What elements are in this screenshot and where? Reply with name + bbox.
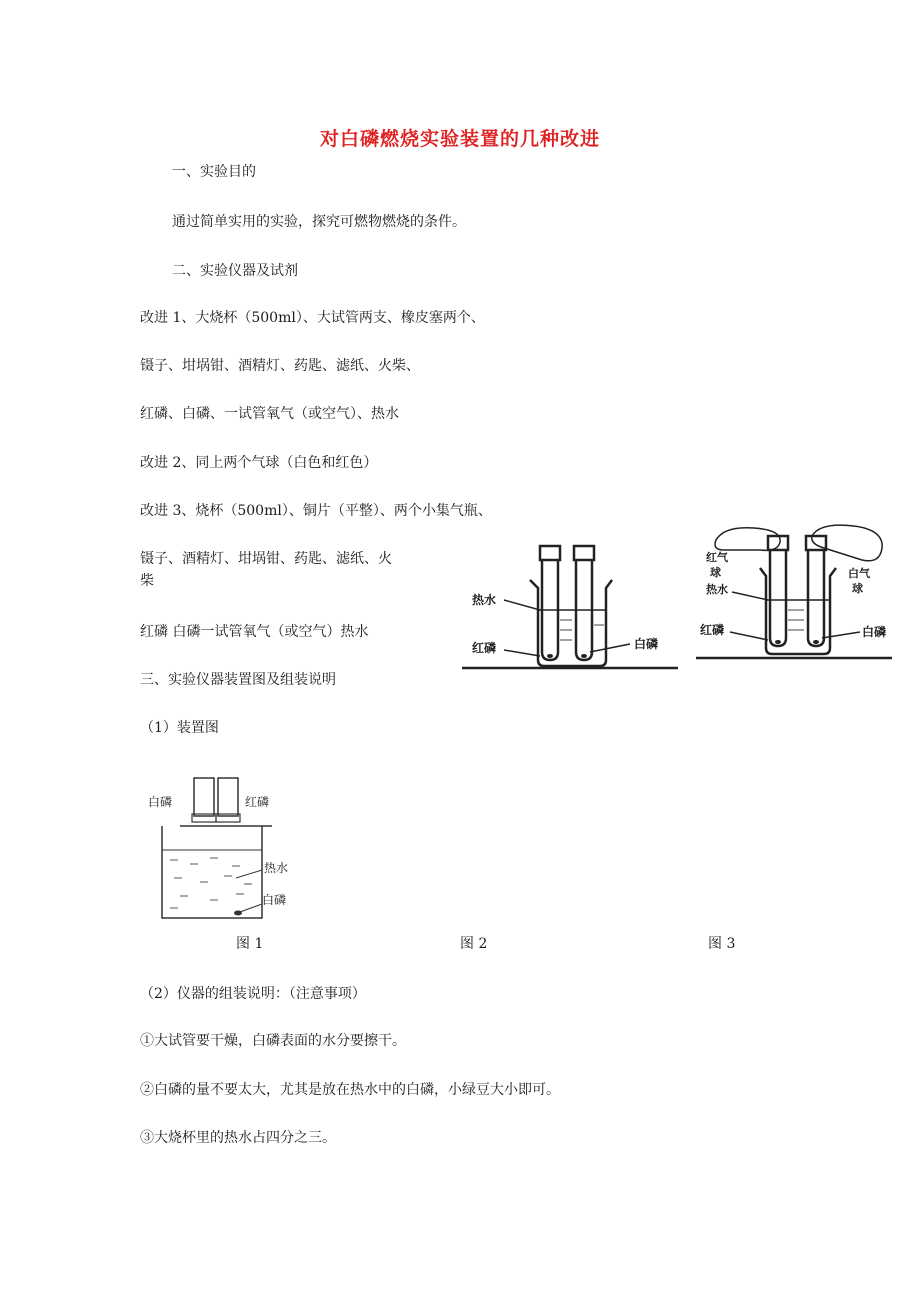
list-item: 改进 2、同上两个气球（白色和红色） [140,455,378,471]
fig1-label-red-p: 红磷 [245,795,270,809]
fig1-label-white-p: 白磷 [148,795,173,809]
section-1-text: 通过简单实用的实验，探究可燃物燃烧的条件。 [172,214,466,230]
fig2-label-white-p: 白磷 [634,637,659,651]
list-item: 镊子、酒精灯、坩埚钳、药匙、滤纸、火 [140,551,392,567]
fig3-label-white-balloon-1: 白气 [848,567,870,580]
section-2-heading: 二、实验仪器及试剂 [172,263,298,279]
fig3-label-red-balloon-1: 红气 [706,551,728,564]
figure-3-caption: 图 3 [708,936,736,952]
fig2-label-red-p: 红磷 [472,641,497,655]
list-item: 改进 1、大烧杯（500ml）、大试管两支、橡皮塞两个、 [140,310,485,326]
fig1-label-white-p-bottom: 白磷 [262,893,287,907]
list-item: 改进 3、烧杯（500ml）、铜片（平整）、两个小集气瓶、 [140,503,492,519]
fig3-label-hot-water: 热水 [706,583,728,596]
fig1-label-hot-water: 热水 [264,861,289,875]
list-item: 红磷 白磷一试管氧气（或空气）热水 [140,624,369,640]
figure-1-caption: 图 1 [236,936,264,952]
fig2-label-hot-water: 热水 [472,593,497,607]
figure-2-caption: 图 2 [460,936,488,952]
section-3-subheading: （1）装置图 [140,720,219,736]
fig3-label-red-balloon-2: 球 [710,566,721,579]
fig3-label-white-balloon-2: 球 [852,582,863,595]
list-item: 柴 [140,573,154,589]
note-item: ①大试管要干燥，白磷表面的水分要擦干。 [140,1033,406,1049]
page-title: 对白磷燃烧实验装置的几种改进 [319,128,600,150]
section-3-heading: 三、实验仪器装置图及组装说明 [140,672,336,688]
fig3-label-white-p: 白磷 [862,625,887,639]
note-item: ②白磷的量不要太大，尤其是放在热水中的白磷，小绿豆大小即可。 [140,1082,560,1098]
section-1-heading: 一、实验目的 [172,164,256,180]
note-item: ③大烧杯里的热水占四分之三。 [140,1130,336,1146]
list-item: 红磷、白磷、一试管氧气（或空气）、热水 [140,406,399,422]
fig3-label-red-p: 红磷 [700,623,725,637]
section-3-subheading-2: （2）仪器的组装说明：（注意事项） [140,986,366,1002]
list-item: 镊子、坩埚钳、酒精灯、药匙、滤纸、火柴、 [140,358,420,374]
